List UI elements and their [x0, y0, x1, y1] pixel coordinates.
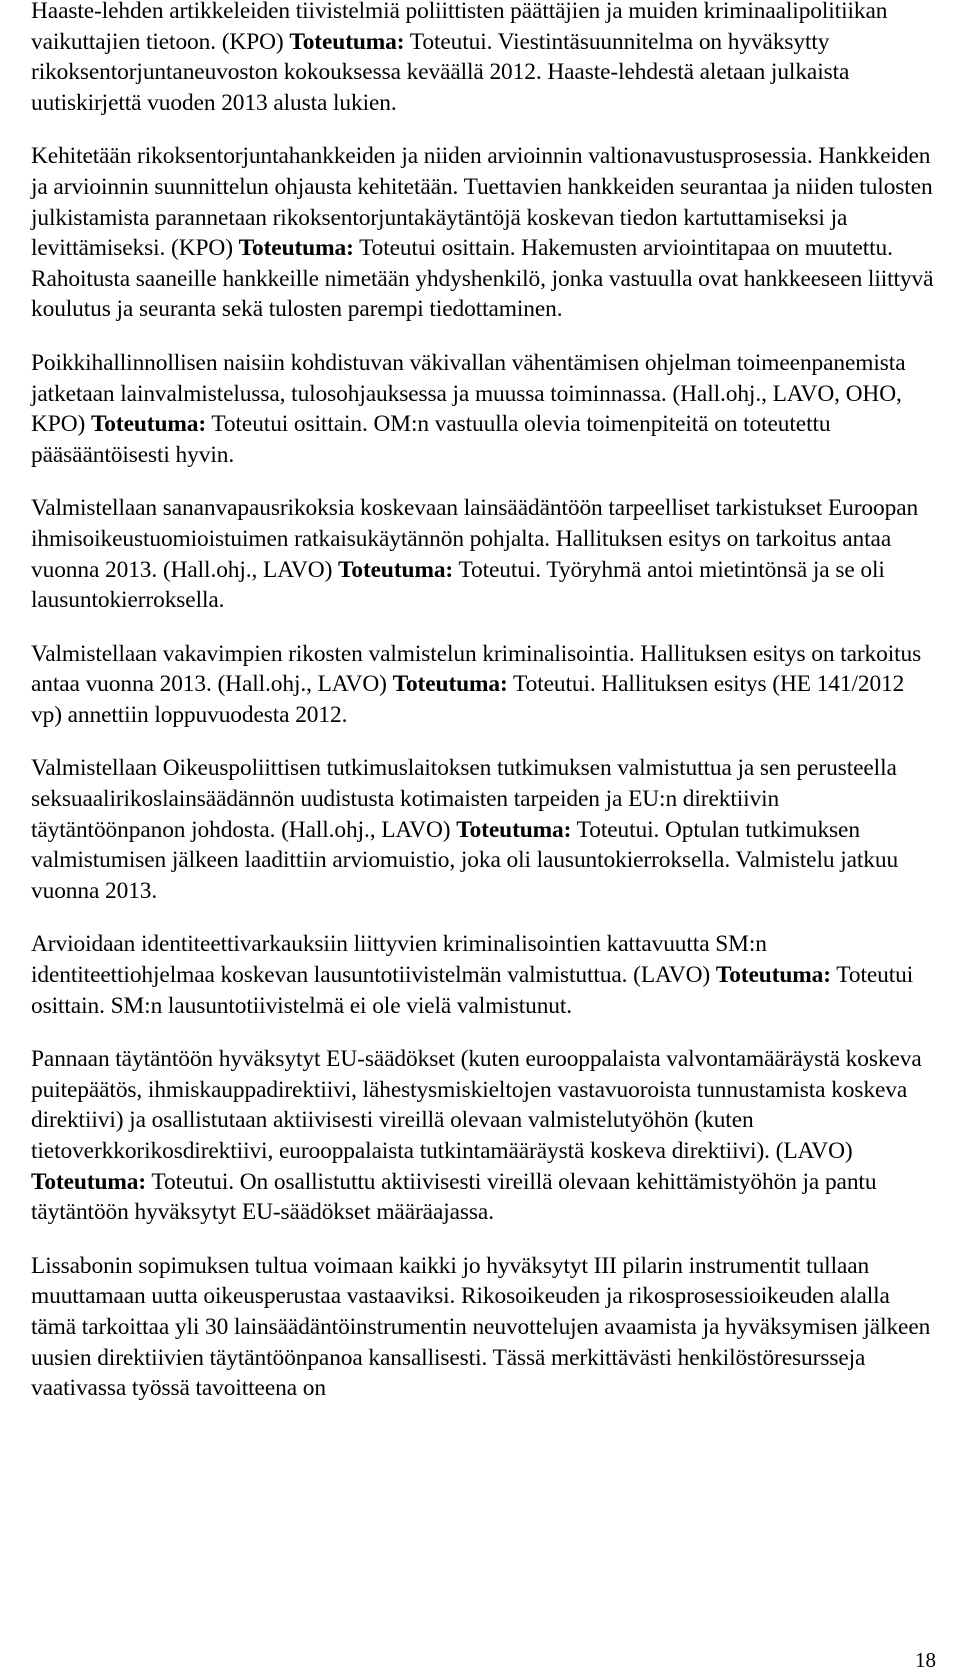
paragraph-text: Arvioidaan identiteettivarkauksiin liittyvien kriminalisointien kattavuutta SM:n identiteettiohjelmaa koskevan lausuntotiivistelmän valmistuttua. (LAVO)	[31, 931, 767, 989]
status-label: Toteutuma:	[456, 816, 572, 843]
paragraph-text: Toteutui osittain. SM:n lausuntotiivistelmä ei ole vielä valmistunut.	[31, 962, 914, 1019]
status-label: Toteutuma:	[392, 671, 508, 698]
paragraph-text: Valmistellaan sananvapausrikoksia koskevaan lainsäädäntöön tarpeelliset tarkistukset Euroopan ihmisoikeustuomioistuimen ratkaisukäytännön pohjalta. Hallituksen esitys on tarkoitus antaa vuonna 2013. (Hall.ohj., LAVO)	[31, 495, 919, 583]
document-body	[31, 0, 936, 1427]
paragraph-3	[31, 348, 936, 470]
paragraph-text: Toteutui osittain. Hakemusten arviointitapaa on muutettu. Rahoitusta saaneille hankkeille nimetään yhdyshenkilö, jonka vastuulla ovat hankkeeseen liittyvä koulutus ja seuranta sekä tulosten parempi tiedottaminen.	[31, 235, 934, 323]
status-label: Toteutuma:	[338, 556, 454, 583]
paragraph-text: Poikkihallinnollisen naisiin kohdistuvan väkivallan vähentämisen ohjelman toimeenpanemista jatketaan lainvalmistelussa, tulosohjauksessa ja muussa toiminnassa. (Hall.ohj., LAVO, OHO, KPO)	[31, 349, 906, 438]
page-number: 18	[915, 1648, 936, 1672]
paragraph-text: Toteutui. On osallistuttu aktiivisesti vireillä olevaan kehittämistyöhön ja pantu täytäntöön hyväksytyt EU-säädökset määräajassa.	[31, 1168, 877, 1226]
status-label: Toteutuma:	[238, 235, 354, 262]
paragraph-text: Pannaan täytäntöön hyväksytyt EU-säädökset (kuten eurooppalaista valvontamääräystä koskeva puitepäätös, ihmiskauppadirektiivi, lähestysmiskieltojen vastavuoroista tunnustamista koskeva direktiivi) ja osallistutaan aktiivisesti vireillä olevaan valmistelutyöhön (kuten tietoverkkorikosdirektiivi, eurooppalaista tutkintamääräystä koskeva direktiivi). (LAVO)	[31, 1046, 922, 1164]
paragraph-text: Haaste-lehden artikkeleiden tiivistelmiä poliittisten päättäjien ja muiden kriminaalipolitiikan vaikuttajien tietoon. (KPO)	[31, 0, 888, 55]
paragraph-8	[31, 1044, 936, 1228]
paragraph-text: Toteutui. Optulan tutkimuksen valmistumisen jälkeen laadittiin arviomuistio, joka oli lausuntokierroksella. Valmistelu jatkuu vuonna 2013.	[31, 816, 899, 904]
status-label: Toteutuma:	[90, 411, 207, 438]
paragraph-7	[31, 929, 936, 1021]
paragraph-text: Toteutui osittain. OM:n vastuulla olevia toimenpiteitä on toteutettu pääsääntöisesti hyvin.	[31, 411, 831, 468]
paragraph-6	[31, 753, 936, 906]
paragraph-5	[31, 639, 936, 731]
paragraph-text: Toteutui. Työryhmä antoi mietintönsä ja se oli lausuntokierroksella.	[31, 556, 885, 614]
status-label: Toteutuma:	[31, 1168, 147, 1195]
paragraph-2	[31, 141, 936, 325]
paragraph-1	[31, 0, 936, 118]
paragraph-text: Lissabonin sopimuksen tultua voimaan kaikki jo hyväksytyt III pilarin instrumentit tullaan muuttamaan uutta oikeusperustaa vastaaviksi. Rikosoikeuden ja rikosprosessioikeuden alalla tämä tarkoittaa yli 30 lainsäädäntöinstrumentin neuvottelujen avaamista ja hyväksymisen jälkeen uusien direktiivien täytäntöönpanoa kansallisesti. Tässä merkittävästi henkilöstöresursseja vaativassa työssä tavoitteena on	[31, 1252, 931, 1402]
paragraph-text: Valmistellaan vakavimpien rikosten valmistelun kriminalisointia. Hallituksen esitys on tarkoitus antaa vuonna 2013. (Hall.ohj., LAVO)	[31, 640, 922, 698]
paragraph-9	[31, 1251, 936, 1404]
paragraph-text: Kehitetään rikoksentorjuntahankkeiden ja niiden arvioinnin valtionavustusprosessia. Hankkeiden ja arvioinnin suunnittelun ohjausta kehitetään. Tuettavien hankkeiden seurantaa ja niiden tulosten julkistamista parannetaan rikoksentorjuntakäytäntöjä koskevan tiedon kartuttamiseksi ja levittämiseksi. (KPO)	[31, 143, 933, 262]
paragraph-text: Toteutui. Viestintäsuunnitelma on hyväksytty rikoksentorjuntaneuvoston kokouksessa keväällä 2012. Haaste-lehdestä aletaan julkaista uutiskirjettä vuoden 2013 alusta lukien.	[31, 28, 850, 116]
paragraph-text: Toteutui. Hallituksen esitys (HE 141/2012 vp) annettiin loppuvuodesta 2012.	[31, 671, 905, 728]
paragraph-text: Valmistellaan Oikeuspoliittisen tutkimuslaitoksen tutkimuksen valmistuttua ja sen perusteella seksuaalirikoslainsäädännön uudistusta kotimaisten tarpeiden ja EU:n direktiivin täytäntöönpanon johdosta. (Hall.ohj., LAVO)	[31, 755, 897, 843]
status-label: Toteutuma:	[715, 962, 831, 989]
paragraph-4	[31, 493, 936, 615]
status-label: Toteutuma:	[289, 28, 405, 55]
